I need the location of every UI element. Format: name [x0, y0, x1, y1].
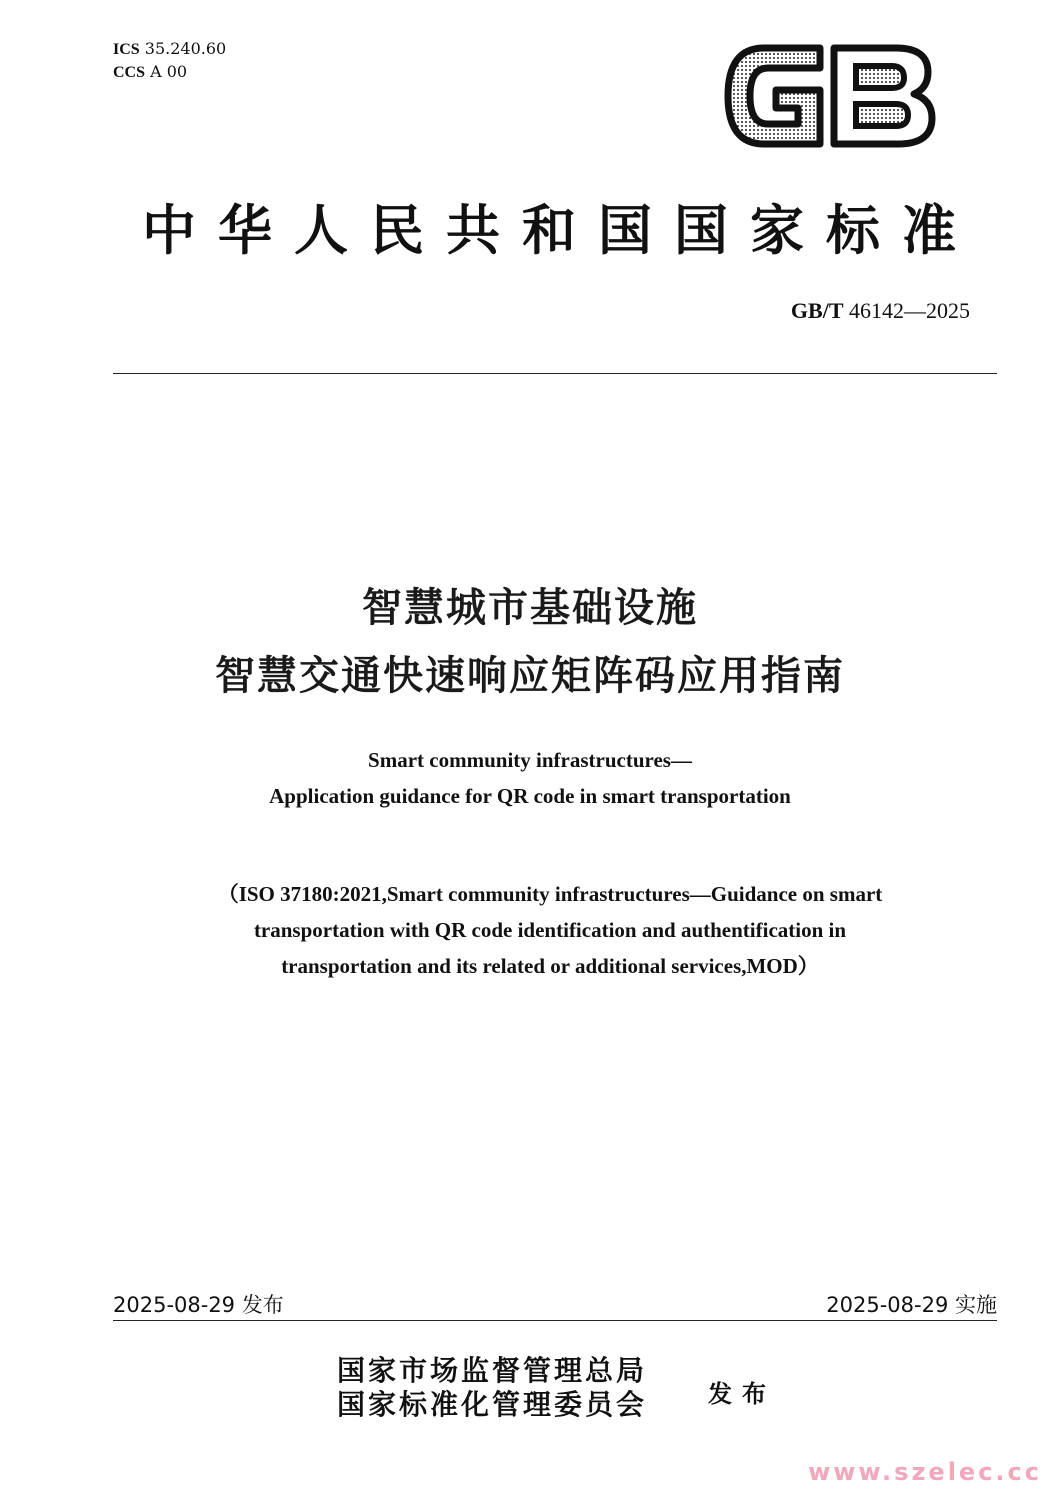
ics-code	[113, 38, 226, 61]
ics-label: ICS	[113, 41, 140, 58]
iso-reference-line-1: （ISO 37180:2021,Smart community infrastructures—Guidance on smart	[217, 882, 883, 906]
top-divider	[113, 373, 997, 374]
iso-reference-line-2: transportation with QR code identification and authentification in	[253, 918, 847, 942]
publish-label: 发布	[708, 1379, 776, 1408]
ics-value: 35.240.60	[144, 39, 227, 58]
issuer-sac: 国家标准化管理委员会	[337, 1388, 648, 1421]
ccs-value: A 00	[150, 62, 188, 81]
implementation-date: 2025-08-29 实施	[826, 1293, 997, 1317]
title-en-line-2: Application guidance for QR code in smart transportation	[269, 784, 791, 808]
title-en-line-1: Smart community infrastructures—	[368, 748, 692, 772]
title-zh-line-2: 智慧交通快速响应矩阵码应用指南	[215, 653, 845, 699]
issuer-samr: 国家市场监督管理总局	[337, 1354, 648, 1387]
ccs-label: CCS	[113, 64, 146, 81]
bottom-divider	[113, 1320, 997, 1321]
ccs-code	[113, 61, 226, 84]
standard-value: 46142—2025	[849, 298, 970, 323]
classification-codes	[113, 38, 226, 84]
iso-reference-line-3: transportation and its related or additional services,MOD）	[281, 954, 819, 978]
issue-date: 2025-08-29 发布	[113, 1293, 284, 1317]
standard-number	[791, 298, 970, 324]
standard-prefix: GB/T	[790, 298, 844, 323]
national-standard-title: 中华人民共和国国家标准	[142, 198, 978, 262]
title-zh-line-1: 智慧城市基础设施	[362, 585, 698, 631]
gb-logo-icon	[724, 40, 938, 152]
watermark: www.szelec.cc	[808, 1458, 1042, 1486]
